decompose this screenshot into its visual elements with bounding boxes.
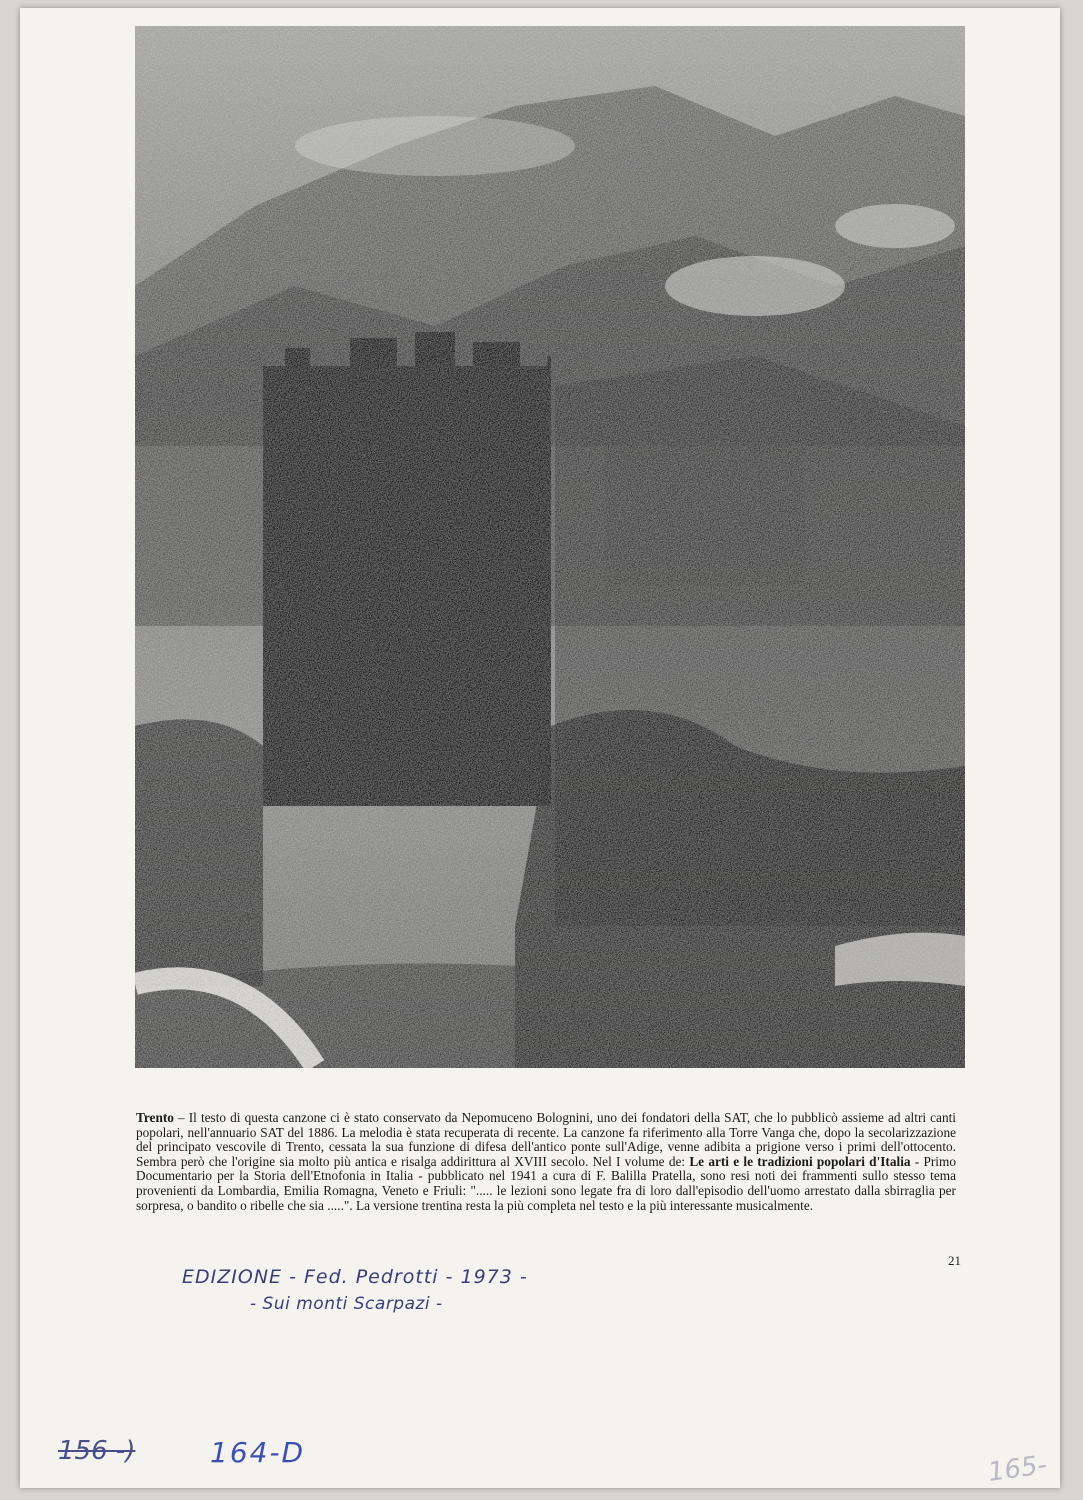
document-page: [20, 8, 1060, 1488]
page-number: 21: [948, 1253, 961, 1268]
photo-caption: [136, 1111, 956, 1213]
handwritten-archive-number: 164-D: [210, 1436, 306, 1469]
caption-lead: Trento: [136, 1110, 174, 1125]
caption-book-title: Le arti e le tradizioni popolari d'Italia: [689, 1153, 911, 1169]
caption-text-part1: – Il testo di questa canzone ci è stato conservato da Nepomuceno Bolognini, uno dei fondatori della SAT, che lo pubblicò assieme ad altri canti popolari, nell'annuario SAT del 1886. La melodia è stata recuperata di recente. La canzone fa riferimento alla Torre Vanga che, dopo la secolarizzazione del principato vescovile di Trento, cessata la sua funzione di difesa dell'antico ponte sull'Adige, venne adibita a prigione verso i primi dell'ottocento. Sembra però che l'origine sia molto più antica e risalga addirittura al XVIII secolo. Nel I volume de:: [136, 1110, 956, 1169]
tower-photo-image: [135, 26, 965, 1068]
caption-text-part2: - Primo Documentario per la Storia dell'Etnofonia in Italia - pubblicato nel 1941 a cura di F. Balilla Pratella, sono resi noti dei frammenti sullo stesso tema provenienti da Lombardia, Emilia Romagna, Veneto e Friuli: "..... le lezioni sono legate fra di loro dall'episodio dell'uomo arrestato dalla sbirraglia per sorpresa, o bandito o ribelle che sia .....". La versione trentina resta la più completa nel testo e la più interessante musicalmente.: [136, 1153, 956, 1213]
handwritten-title-note: - Sui monti Scarpazi -: [250, 1294, 443, 1314]
handwritten-edition-note: EDIZIONE - Fed. Pedrotti - 1973 -: [182, 1266, 528, 1288]
handwritten-old-number: 156 -): [58, 1436, 136, 1466]
tower-photo: [135, 26, 965, 1068]
handwritten-faint-number: 165-: [986, 1450, 1049, 1488]
